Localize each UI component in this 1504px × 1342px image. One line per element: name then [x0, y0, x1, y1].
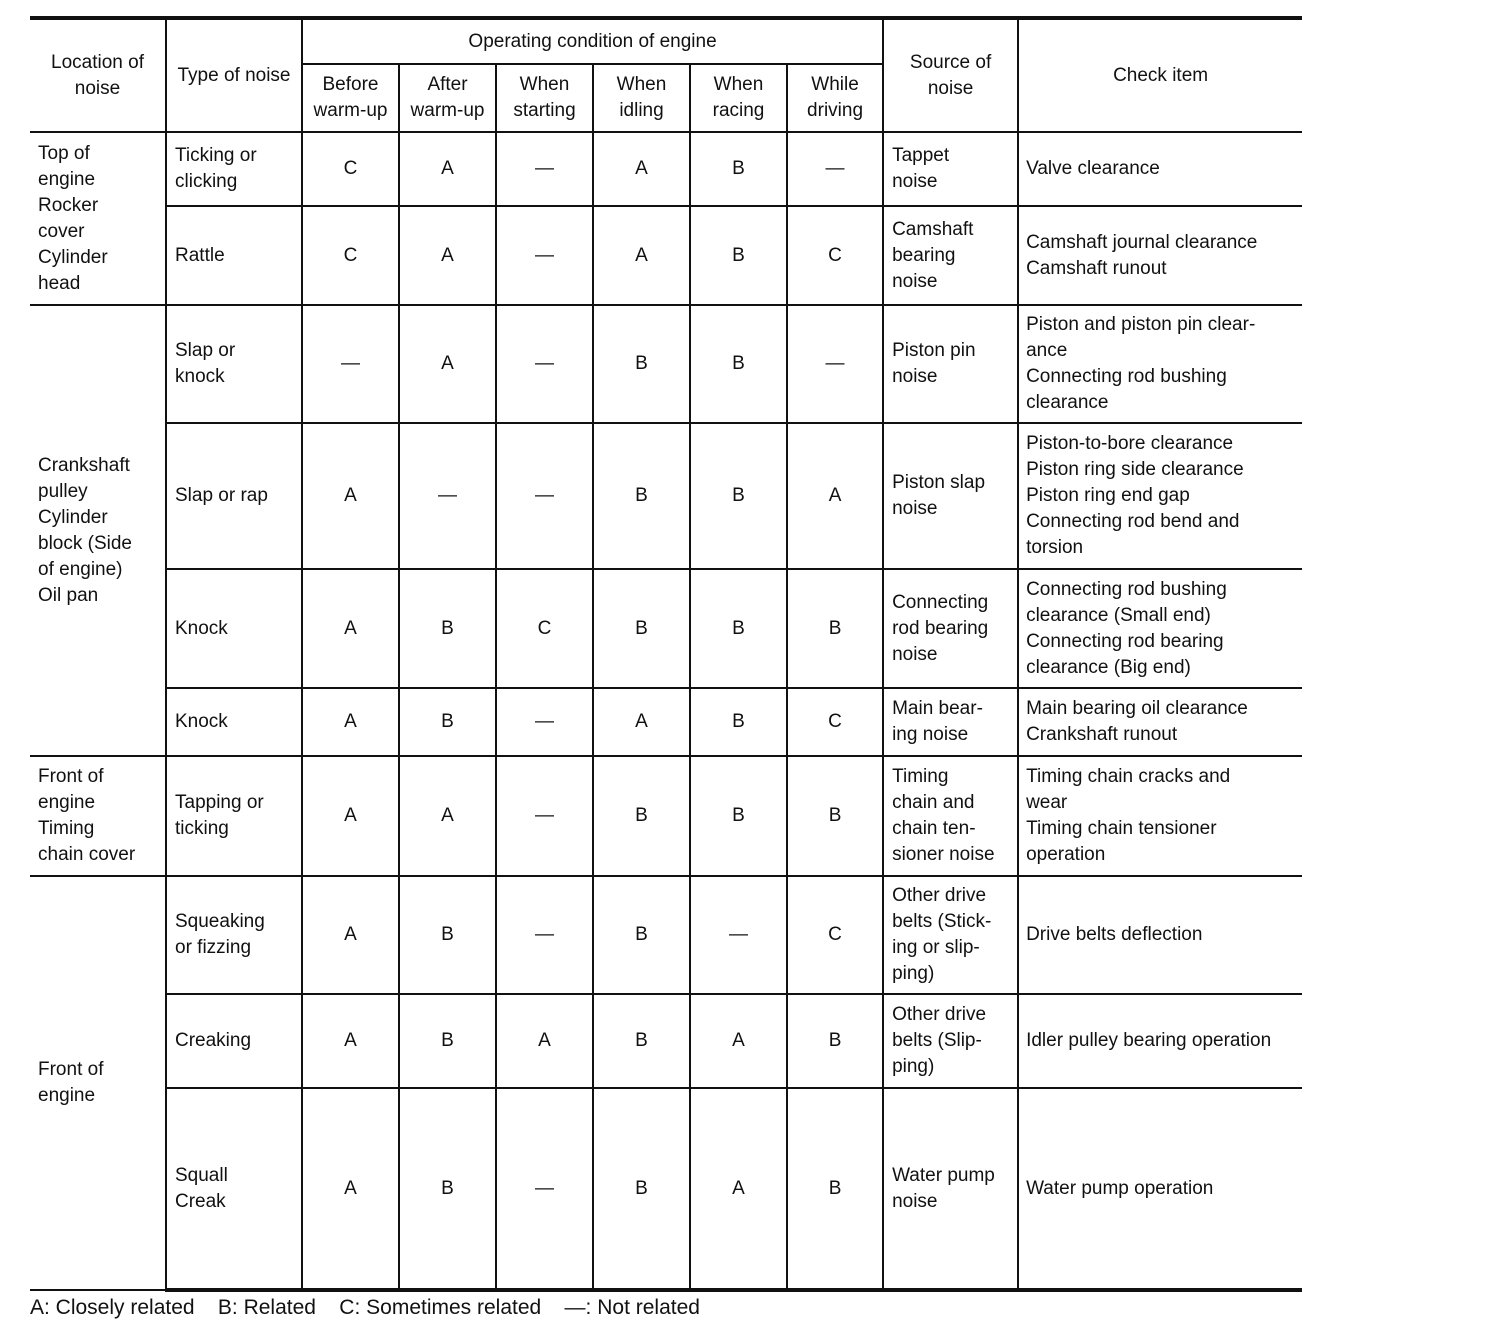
cond-cell: A [399, 206, 496, 305]
cond-cell: B [593, 994, 690, 1088]
header-before-warm-up: Before warm-up [302, 64, 399, 132]
location-cell: Front of engine Timing chain cover [30, 756, 166, 876]
check-cell: Camshaft journal clearance Camshaft runout [1018, 206, 1302, 305]
header-type: Type of noise [166, 18, 302, 132]
cond-cell: A [399, 305, 496, 423]
noise-diagnosis-table-container [30, 16, 1302, 1292]
source-cell: Connecting rod bearing noise [883, 569, 1018, 688]
header-while-driving: While driving [787, 64, 883, 132]
type-cell: Tapping or ticking [166, 756, 302, 876]
cond-cell: A [690, 1088, 787, 1290]
check-cell: Valve clearance [1018, 132, 1302, 206]
cond-cell: A [302, 756, 399, 876]
location-cell: Front of engine [30, 876, 166, 1290]
cond-cell: A [593, 132, 690, 206]
cond-cell: B [593, 305, 690, 423]
type-cell: Squall Creak [166, 1088, 302, 1290]
header-when-starting: When starting [496, 64, 593, 132]
cond-cell: A [690, 994, 787, 1088]
cond-cell: B [690, 688, 787, 756]
type-cell: Slap or rap [166, 423, 302, 569]
type-cell: Squeaking or fizzing [166, 876, 302, 994]
cond-cell: — [302, 305, 399, 423]
type-cell: Slap or knock [166, 305, 302, 423]
cond-cell: — [496, 876, 593, 994]
cond-cell: A [399, 756, 496, 876]
source-cell: Main bear- ing noise [883, 688, 1018, 756]
noise-diagnosis-table [30, 16, 1302, 1292]
legend: A: Closely related B: Related C: Sometimes related —: Not related [30, 1296, 700, 1319]
table-row [30, 876, 1302, 994]
table-row [30, 1088, 1302, 1290]
cond-cell: B [690, 206, 787, 305]
type-cell: Knock [166, 688, 302, 756]
check-cell: Drive belts deflection [1018, 876, 1302, 994]
cond-cell: — [496, 688, 593, 756]
cond-cell: C [787, 688, 883, 756]
cond-cell: B [399, 1088, 496, 1290]
header-after-warm-up: After warm-up [399, 64, 496, 132]
cond-cell: B [787, 1088, 883, 1290]
table-row [30, 305, 1302, 423]
cond-cell: A [302, 994, 399, 1088]
cond-cell: — [787, 132, 883, 206]
cond-cell: A [593, 688, 690, 756]
check-cell: Idler pulley bearing operation [1018, 994, 1302, 1088]
cond-cell: — [690, 876, 787, 994]
source-cell: Water pump noise [883, 1088, 1018, 1290]
table-row [30, 423, 1302, 569]
cond-cell: A [302, 1088, 399, 1290]
cond-cell: B [399, 876, 496, 994]
cond-cell: B [593, 423, 690, 569]
cond-cell: A [302, 423, 399, 569]
cond-cell: B [593, 1088, 690, 1290]
cond-cell: C [496, 569, 593, 688]
cond-cell: — [496, 132, 593, 206]
check-cell: Timing chain cracks and wear Timing chain tensioner operation [1018, 756, 1302, 876]
cond-cell: A [302, 688, 399, 756]
cond-cell: A [496, 994, 593, 1088]
table-row [30, 206, 1302, 305]
cond-cell: — [496, 206, 593, 305]
cond-cell: A [593, 206, 690, 305]
location-cell: Crankshaft pulley Cylinder block (Side of engine) Oil pan [30, 305, 166, 756]
source-cell: Tappet noise [883, 132, 1018, 206]
cond-cell: — [496, 305, 593, 423]
cond-cell: B [787, 569, 883, 688]
source-cell: Other drive belts (Stick- ing or slip- ping) [883, 876, 1018, 994]
cond-cell: B [399, 994, 496, 1088]
cond-cell: — [399, 423, 496, 569]
cond-cell: B [593, 756, 690, 876]
cond-cell: B [690, 132, 787, 206]
cond-cell: A [302, 569, 399, 688]
cond-cell: B [690, 423, 787, 569]
header-when-racing: When racing [690, 64, 787, 132]
cond-cell: C [787, 876, 883, 994]
cond-cell: B [690, 756, 787, 876]
header-operating-condition: Operating condition of engine [302, 18, 883, 64]
table-row [30, 994, 1302, 1088]
type-cell: Creaking [166, 994, 302, 1088]
cond-cell: — [787, 305, 883, 423]
table-row [30, 688, 1302, 756]
check-cell: Main bearing oil clearance Crankshaft runout [1018, 688, 1302, 756]
source-cell: Camshaft bearing noise [883, 206, 1018, 305]
type-cell: Rattle [166, 206, 302, 305]
type-cell: Ticking or clicking [166, 132, 302, 206]
check-cell: Piston and piston pin clear- ance Connecting rod bushing clearance [1018, 305, 1302, 423]
cond-cell: C [302, 132, 399, 206]
cond-cell: A [787, 423, 883, 569]
cond-cell: A [399, 132, 496, 206]
cond-cell: B [593, 569, 690, 688]
cond-cell: C [302, 206, 399, 305]
cond-cell: — [496, 756, 593, 876]
check-cell: Water pump operation [1018, 1088, 1302, 1290]
cond-cell: A [302, 876, 399, 994]
location-cell: Top of engine Rocker cover Cylinder head [30, 132, 166, 305]
cond-cell: B [690, 569, 787, 688]
header-location: Location of noise [30, 18, 166, 132]
cond-cell: — [496, 1088, 593, 1290]
source-cell: Piston slap noise [883, 423, 1018, 569]
header-source: Source of noise [883, 18, 1018, 132]
table-row [30, 132, 1302, 206]
source-cell: Timing chain and chain ten- sioner noise [883, 756, 1018, 876]
cond-cell: C [787, 206, 883, 305]
check-cell: Piston-to-bore clearance Piston ring side clearance Piston ring end gap Connecting rod bend and torsion [1018, 423, 1302, 569]
cond-cell: B [593, 876, 690, 994]
header-when-idling: When idling [593, 64, 690, 132]
header-check: Check item [1018, 18, 1302, 132]
type-cell: Knock [166, 569, 302, 688]
check-cell: Connecting rod bushing clearance (Small end) Connecting rod bearing clearance (Big end) [1018, 569, 1302, 688]
source-cell: Piston pin noise [883, 305, 1018, 423]
cond-cell: B [399, 569, 496, 688]
table-row [30, 569, 1302, 688]
cond-cell: B [787, 994, 883, 1088]
cond-cell: B [399, 688, 496, 756]
table-row [30, 756, 1302, 876]
source-cell: Other drive belts (Slip- ping) [883, 994, 1018, 1088]
cond-cell: B [787, 756, 883, 876]
cond-cell: — [496, 423, 593, 569]
cond-cell: B [690, 305, 787, 423]
